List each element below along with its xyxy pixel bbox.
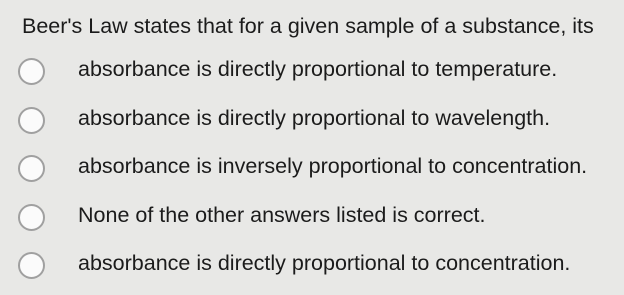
question-text: Beer's Law states that for a given sample of a substance, its	[22, 14, 594, 38]
radio-button-2[interactable]	[18, 107, 45, 134]
answer-label-4[interactable]: None of the other answers listed is correct.	[78, 202, 486, 227]
answer-option-5[interactable]	[0, 242, 624, 291]
answer-label-5[interactable]: absorbance is directly proportional to concentration.	[78, 251, 571, 275]
answer-option-3[interactable]	[0, 145, 624, 194]
answer-option-1[interactable]	[0, 48, 624, 97]
answer-label-3[interactable]: absorbance is inversely proportional to concentration.	[78, 154, 588, 178]
answer-label-2[interactable]: absorbance is directly proportional to wavelength.	[78, 105, 551, 130]
answer-label-1[interactable]: absorbance is directly proportional to temperature.	[78, 57, 558, 81]
answer-option-2[interactable]	[0, 97, 624, 146]
radio-button-4[interactable]	[18, 204, 45, 231]
radio-button-1[interactable]	[18, 58, 45, 85]
answer-option-4[interactable]	[0, 194, 624, 243]
radio-button-5[interactable]	[18, 252, 45, 279]
answer-options	[0, 48, 624, 291]
radio-button-3[interactable]	[18, 155, 45, 182]
